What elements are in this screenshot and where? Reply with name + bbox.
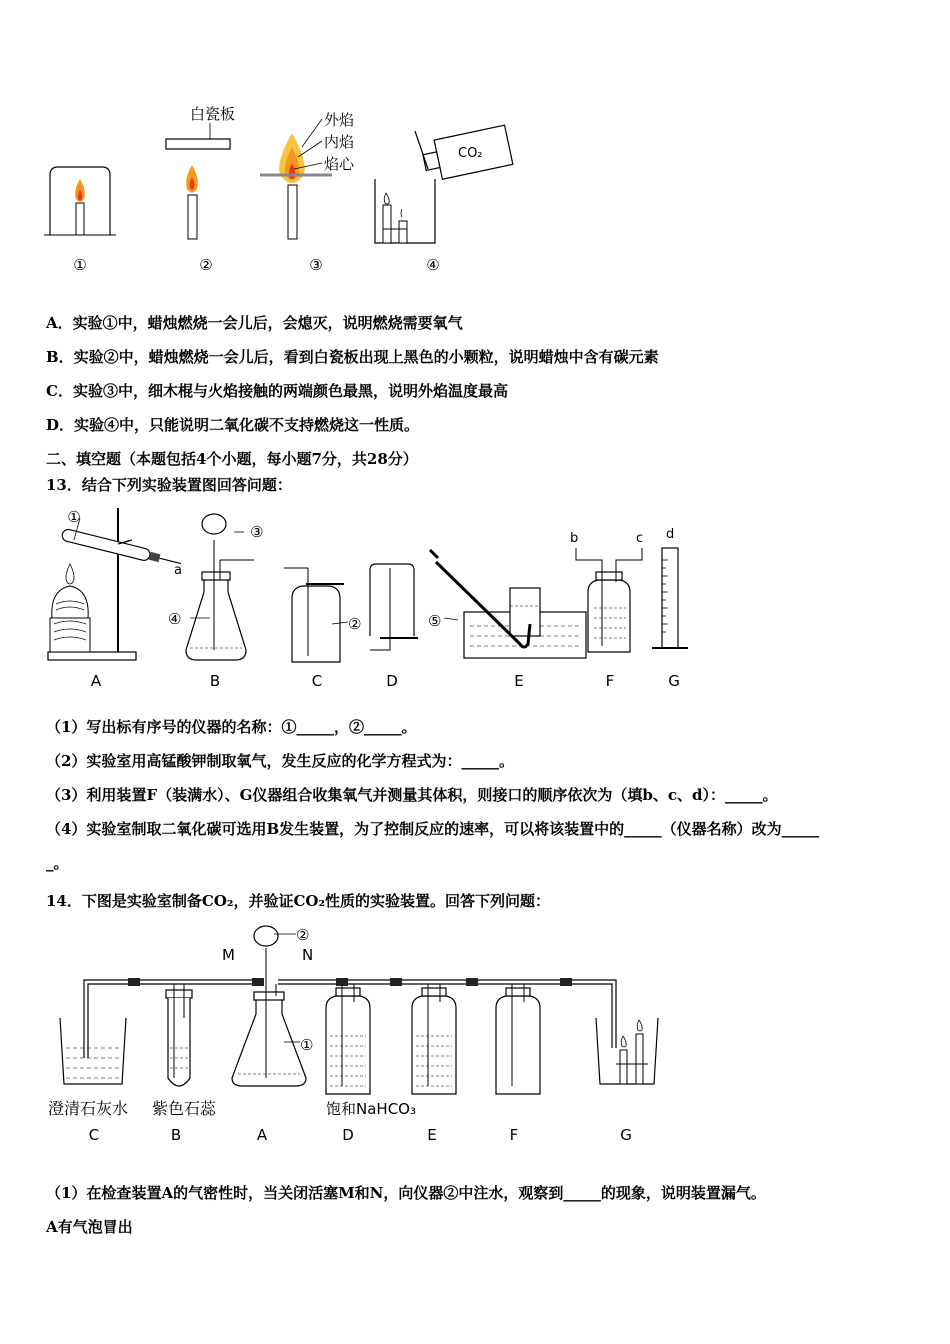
q14-letter-b: B: [170, 1126, 182, 1144]
q13-item-4-cont: _。: [46, 854, 69, 872]
q14-stem: 14．下图是实验室制备CO₂，并验证CO₂性质的实验装置。回答下列问题：: [46, 892, 551, 910]
q14-letter-g: G: [620, 1126, 632, 1144]
letter-a: A: [90, 672, 102, 690]
q13-apparatus-figure: [40, 500, 700, 700]
q14-apparatus-figure: [40, 918, 680, 1150]
letter-e: E: [514, 672, 524, 690]
co2-bottle-label: CO₂: [458, 146, 483, 161]
exp1-covered-candle: [44, 167, 116, 235]
mark-4: ④: [168, 610, 182, 628]
exp-label-4: ④: [426, 256, 440, 274]
port-d: d: [666, 527, 675, 542]
outer-flame-label: 外焰: [324, 111, 355, 129]
q13-item-4: （4）实验室制取二氧化碳可选用B发生装置，为了控制反应的速率，可以将该装置中的_____（仪器名称）改为_____: [46, 820, 820, 838]
mark-3: ③: [250, 523, 264, 541]
mark-1: ①: [67, 508, 81, 526]
apparatus-a: [48, 508, 182, 660]
option-b: B．实验②中，蜡烛燃烧一会儿后，看到白瓷板出现上黑色的小颗粒，说明蜡烛中含有碳元素: [46, 348, 659, 366]
apparatus-c: [284, 568, 348, 662]
mark-1-flask: ①: [300, 1036, 314, 1054]
port-c: c: [636, 531, 644, 546]
letter-f: F: [605, 672, 615, 690]
apparatus-b: [186, 514, 254, 660]
apparatus-e: [430, 550, 586, 658]
q14-item-1: （1）在检查装置A的气密性时，当关闭活塞M和N，向仪器②中注水，观察到_____的现象，说明装置漏气。: [46, 1184, 766, 1202]
bottle-f: [496, 984, 540, 1094]
exp-label-2: ②: [199, 256, 213, 274]
q13-stem: 13．结合下列实验装置图回答问题：: [46, 476, 292, 494]
exp2-white-plate-candle: [166, 123, 230, 239]
litmus-label: 紫色石蕊: [152, 1099, 217, 1118]
nahco3-label: 饱和NaHCO₃: [326, 1100, 416, 1118]
inner-flame-label: 内焰: [324, 133, 355, 151]
mark-5: ⑤: [428, 612, 442, 630]
candle-experiments-figure: [40, 95, 540, 280]
flask-a: [232, 926, 306, 1086]
test-tube-b: [166, 984, 192, 1086]
q14-letter-c: C: [88, 1126, 100, 1144]
section-2-title: 二、填空题（本题包括4个小题，每小题7分，共28分）: [46, 450, 418, 468]
beaker-c: [60, 1018, 126, 1084]
option-a: A．实验①中，蜡烛燃烧一会儿后，会熄灭，说明燃烧需要氧气: [46, 314, 463, 332]
exp3-flame-layers: [260, 119, 332, 239]
exp-label-1: ①: [73, 256, 87, 274]
option-c: C．实验③中，细木棍与火焰接触的两端颜色最黑，说明外焰温度最高: [46, 382, 508, 400]
q14-letter-e: E: [427, 1126, 437, 1144]
q14-letter-d: D: [342, 1126, 354, 1144]
letter-d: D: [386, 672, 398, 690]
white-plate-label: 白瓷板: [190, 105, 236, 123]
q14-answer: A有气泡冒出: [46, 1218, 133, 1236]
letter-b: B: [209, 672, 221, 690]
letter-g: G: [668, 672, 680, 690]
apparatus-g: [652, 548, 688, 648]
exp-label-3: ③: [309, 256, 323, 274]
valve-n-label: N: [302, 946, 314, 964]
mark-2: ②: [348, 615, 362, 633]
exp4-co2-pour: [375, 125, 513, 243]
port-a: a: [174, 563, 182, 578]
apparatus-d: [370, 564, 418, 650]
beaker-g: [596, 1018, 658, 1084]
q13-item-1: （1）写出标有序号的仪器的名称：①_____，②_____。: [46, 718, 417, 736]
limewater-label: 澄清石灰水: [48, 1099, 129, 1118]
valve-m-label: M: [222, 946, 235, 964]
q13-item-3: （3）利用装置F（装满水）、G仪器组合收集氧气并测量其体积，则接口的顺序依次为（填b、c、d）：_____。: [46, 786, 778, 804]
q13-item-2: （2）实验室用高锰酸钾制取氧气，发生反应的化学方程式为：_____。: [46, 752, 514, 770]
option-d: D．实验④中，只能说明二氧化碳不支持燃烧这一性质。: [46, 416, 420, 434]
q14-letter-f: F: [509, 1126, 519, 1144]
bottle-e: [412, 984, 456, 1094]
letter-c: C: [311, 672, 323, 690]
port-b: b: [570, 531, 579, 546]
q14-letter-a: A: [256, 1126, 268, 1144]
mark-2-funnel: ②: [296, 926, 310, 944]
flame-core-label: 焰心: [324, 155, 355, 173]
bottle-d: [326, 984, 370, 1094]
